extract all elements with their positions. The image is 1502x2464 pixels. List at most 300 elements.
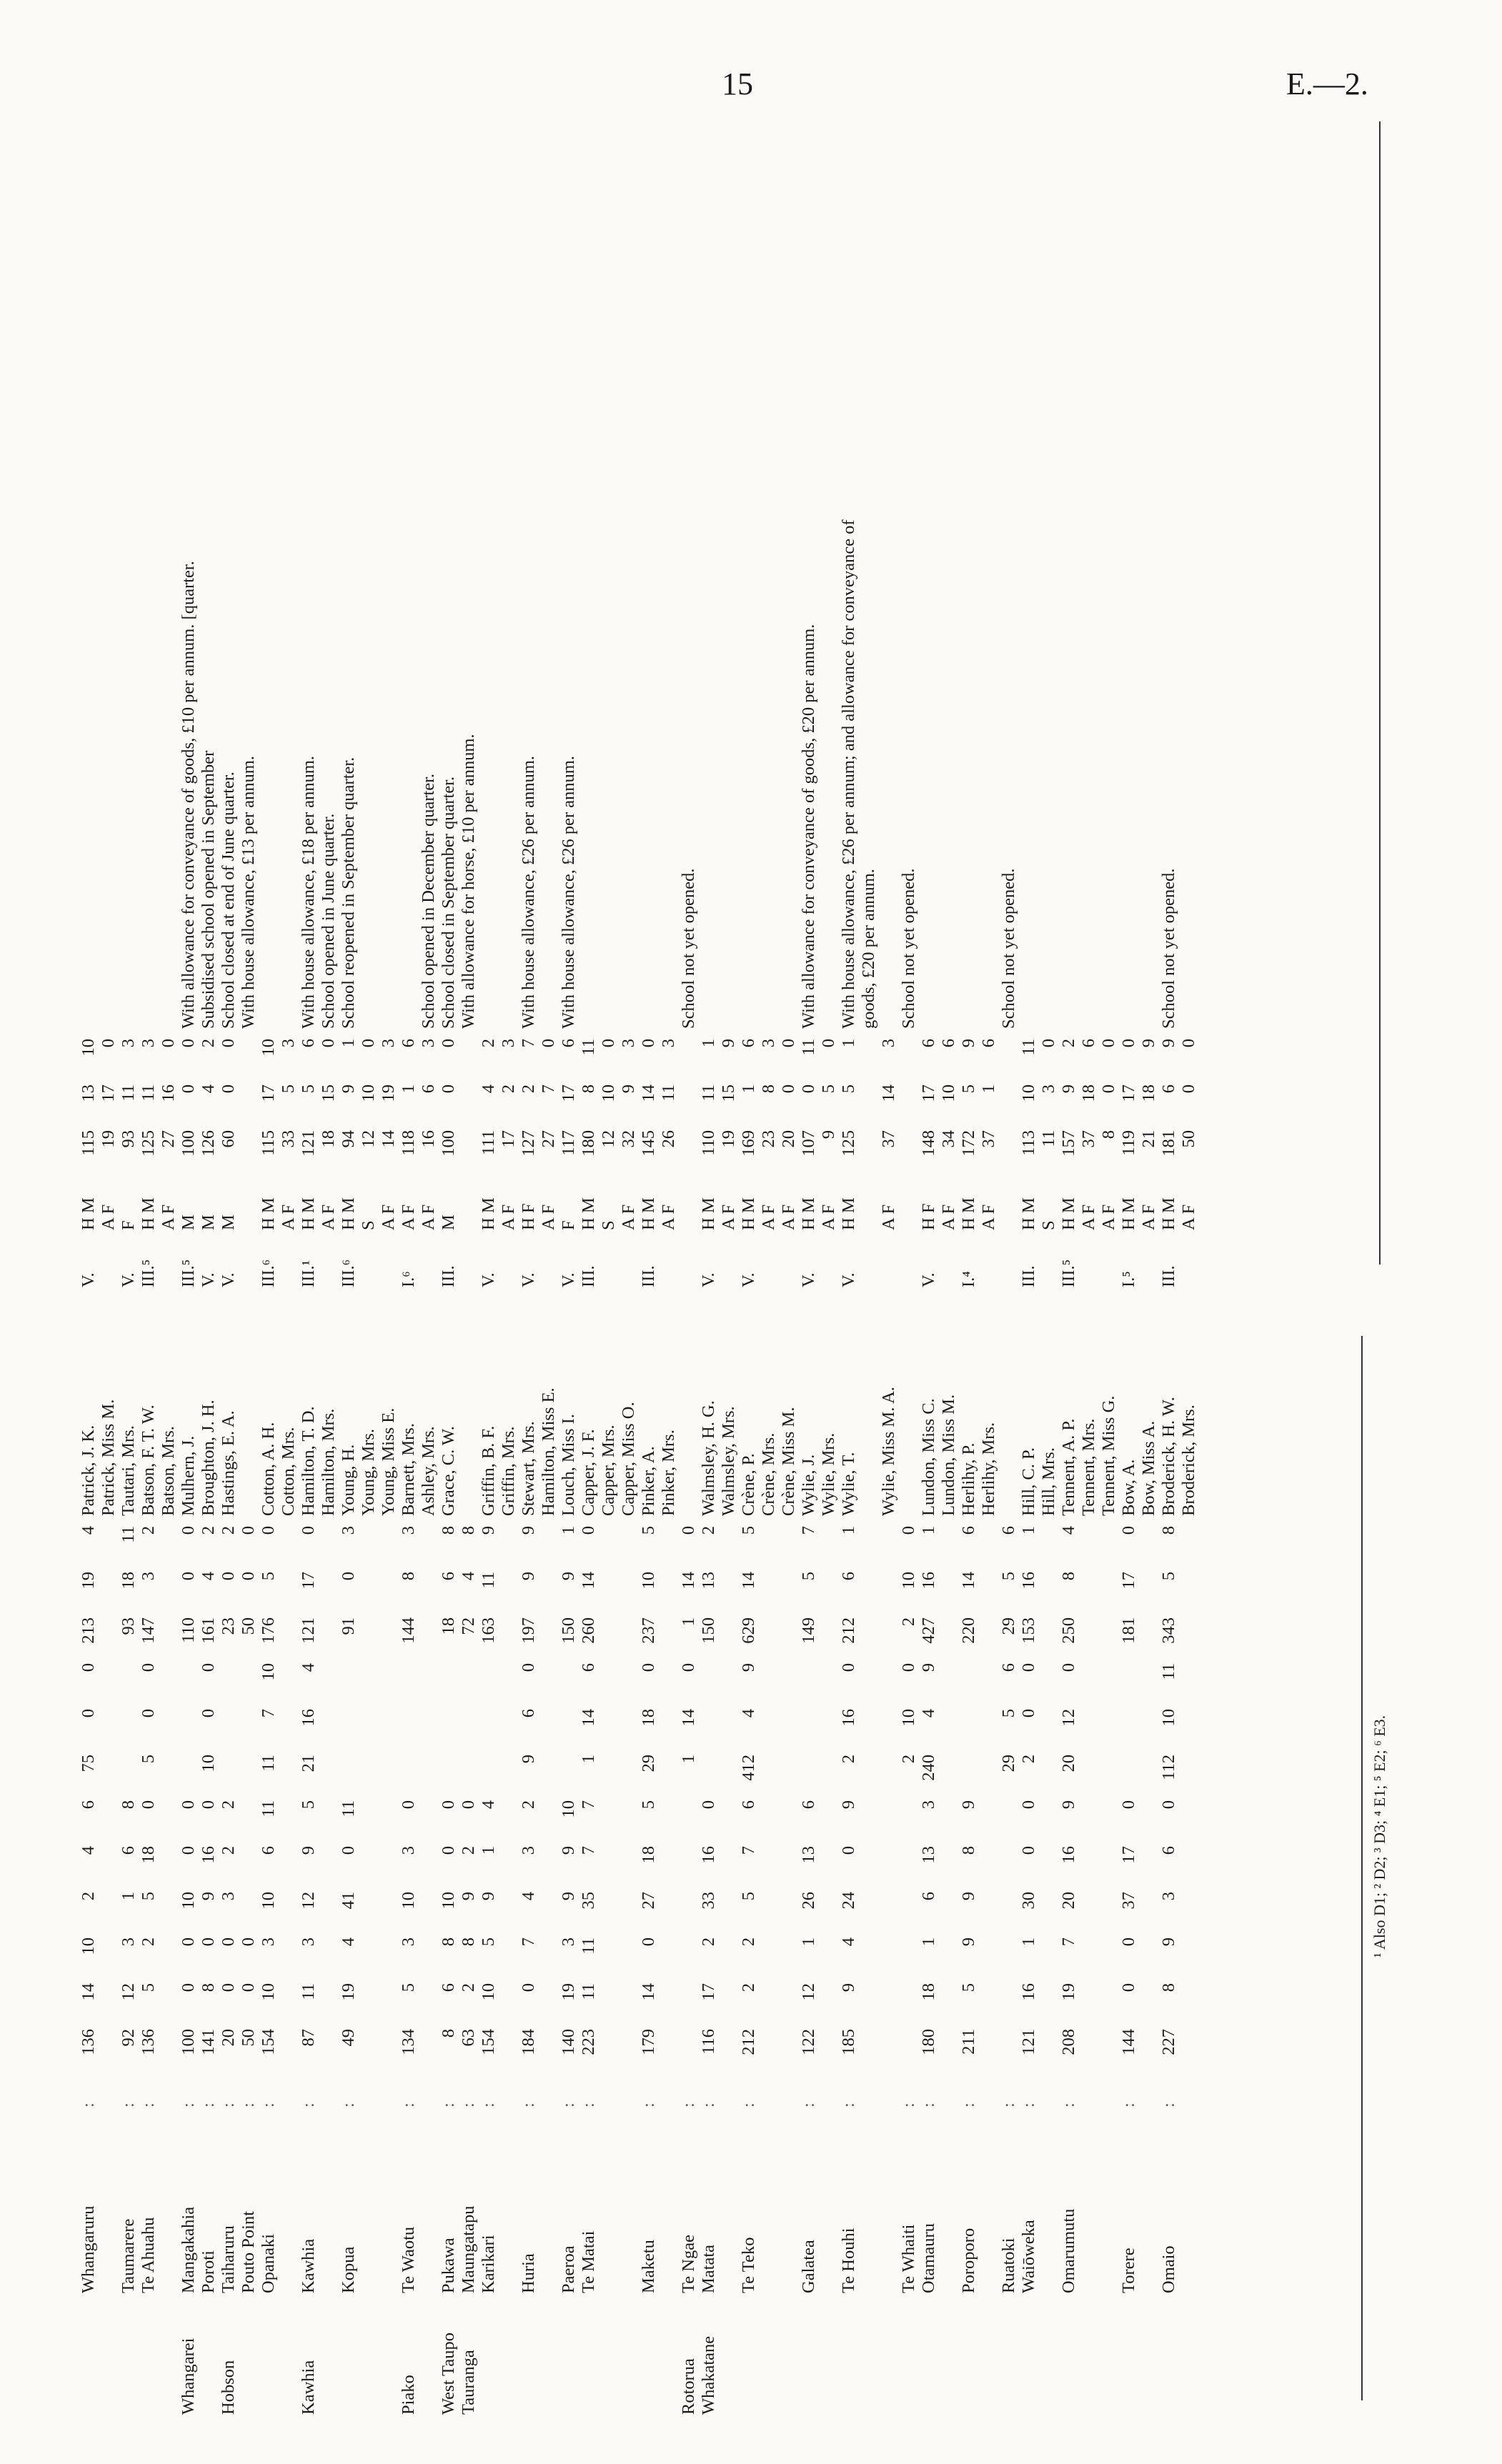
position-cell: A F xyxy=(879,1204,898,1230)
salary-shillings: 15 xyxy=(319,1084,338,1102)
amount-c-shillings xyxy=(599,1706,619,1752)
teacher-cell: Capper, Mrs. xyxy=(599,1425,618,1516)
amount-c-pence: 0 xyxy=(1059,1663,1078,1672)
amount-b-pounds: 10 xyxy=(179,1892,198,1910)
amount-a-pence xyxy=(979,1935,999,1980)
amount-c-pounds xyxy=(319,1752,339,1797)
teacher-cell xyxy=(679,1295,699,1523)
remarks-cell xyxy=(1039,493,1059,1036)
teacher-cell: Ashley, Mrs. xyxy=(419,1426,438,1516)
county-cell xyxy=(659,2300,679,2422)
salary-pence: 6 xyxy=(559,1039,578,1048)
teacher-cell: Broderick, Mrs. xyxy=(1179,1405,1198,1516)
amount-a-shillings: 5 xyxy=(959,1983,978,1992)
amount-a-pence: 1 xyxy=(1019,1937,1038,1947)
amount-e-pounds: 161 xyxy=(199,1617,218,1644)
amount-b-pounds xyxy=(239,1889,259,1935)
school-cell: Te Ngae xyxy=(679,2235,698,2293)
salary-pounds xyxy=(459,1127,479,1173)
salary-shillings xyxy=(679,1082,699,1127)
county-cell xyxy=(999,2300,1019,2422)
amount-e-pounds: 149 xyxy=(799,1617,818,1644)
salary-pence xyxy=(999,1036,1019,1082)
leader-dots: : xyxy=(519,2103,538,2108)
amount-c-pounds xyxy=(239,1752,259,1797)
amount-b-pence: 5 xyxy=(639,1800,658,1810)
amount-b-pounds: 3 xyxy=(219,1892,238,1901)
remarks-cell xyxy=(379,493,399,1036)
teacher-cell: Hill, Mrs. xyxy=(1039,1447,1058,1516)
amount-a-pounds xyxy=(319,2026,339,2072)
remarks-cell: With allowance for conveyance of goods, £10 per annum. [quarter. xyxy=(179,561,198,1029)
remarks-cell: With house allowance, £18 per annum. xyxy=(299,755,318,1029)
amount-e-pounds: 150 xyxy=(699,1617,718,1644)
table-row xyxy=(1179,493,1199,2422)
salary-pence xyxy=(239,1036,259,1082)
county-cell xyxy=(259,2300,279,2422)
amount-c-shillings xyxy=(419,1706,439,1752)
amount-e-pounds: 144 xyxy=(399,1617,418,1644)
amount-e-pence: 0 xyxy=(1119,1526,1138,1535)
county-cell xyxy=(1159,2300,1179,2422)
amount-e-pence xyxy=(879,1523,899,1569)
position-cell xyxy=(999,1173,1019,1237)
school-cell: Ruatoki xyxy=(999,2238,1018,2293)
amount-c-pounds xyxy=(459,1752,479,1797)
amount-e-pounds xyxy=(979,1615,999,1660)
amount-c-pence xyxy=(319,1660,339,1706)
position-cell: A F xyxy=(619,1204,638,1230)
amount-b-pence: 11 xyxy=(259,1800,278,1817)
county-cell xyxy=(499,2300,519,2422)
amount-c-shillings xyxy=(379,1706,399,1752)
amount-c-pounds xyxy=(159,1752,179,1797)
salary-pence: 0 xyxy=(539,1039,558,1048)
table-row xyxy=(99,493,119,2422)
amount-c-pounds: 29 xyxy=(999,1755,1018,1772)
amount-e-pounds: 629 xyxy=(739,1617,758,1644)
salary-shillings: 14 xyxy=(639,1084,658,1102)
school-cell: Pukawa xyxy=(439,2238,458,2293)
amount-c-pence: 0 xyxy=(139,1663,158,1672)
salary-pounds: 181 xyxy=(1159,1130,1178,1157)
school-cell: Kawhia xyxy=(299,2238,318,2293)
position-cell: A F xyxy=(499,1204,518,1230)
county-cell xyxy=(239,2300,259,2422)
amount-a-pence xyxy=(159,1935,179,1980)
leader-dots xyxy=(939,2072,959,2115)
amount-b-shillings xyxy=(319,1843,339,1889)
amount-a-shillings: 12 xyxy=(799,1983,818,2001)
remarks-cell: Subsidised school opened in September xyxy=(199,750,218,1029)
amount-b-pence xyxy=(939,1797,959,1843)
amount-b-shillings: 8 xyxy=(959,1846,978,1855)
amount-e-pence xyxy=(759,1523,779,1569)
amount-e-pounds xyxy=(939,1615,959,1660)
salary-shillings: 10 xyxy=(359,1084,378,1102)
salary-shillings: 18 xyxy=(1079,1084,1098,1102)
amount-c-shillings: 0 xyxy=(199,1709,218,1718)
table-row xyxy=(919,493,939,2422)
amount-a-pounds xyxy=(499,2026,519,2072)
amount-b-shillings: 16 xyxy=(199,1846,218,1864)
amount-a-pence: 0 xyxy=(1119,1937,1138,1947)
county-cell xyxy=(119,2300,139,2422)
school-cell: Huria xyxy=(519,2253,538,2293)
amount-a-pounds: 87 xyxy=(299,2029,318,2047)
amount-b-pence xyxy=(359,1797,379,1843)
teacher-cell: Mulhern, J. xyxy=(179,1435,198,1516)
amount-b-pounds xyxy=(979,1889,999,1935)
amount-e-pounds: 147 xyxy=(139,1617,158,1644)
amount-b-pence xyxy=(279,1797,299,1843)
table-row xyxy=(699,493,719,2422)
amount-b-pounds xyxy=(359,1889,379,1935)
amount-c-pence: 0 xyxy=(679,1663,698,1672)
amount-b-pence xyxy=(979,1797,999,1843)
salary-shillings: 17 xyxy=(919,1084,938,1102)
document-reference: E.—2. xyxy=(1286,66,1368,101)
table-row xyxy=(799,493,819,2422)
table-row xyxy=(159,493,179,2422)
amount-c-pence xyxy=(979,1660,999,1706)
amount-e-pence: 7 xyxy=(799,1526,818,1535)
amount-a-shillings xyxy=(759,1980,779,2026)
amount-c-pence xyxy=(1099,1660,1119,1706)
amount-a-shillings: 5 xyxy=(399,1983,418,1992)
salary-shillings: 17 xyxy=(559,1084,578,1102)
amount-c-pounds: 240 xyxy=(919,1755,938,1781)
amount-e-pence xyxy=(359,1523,379,1569)
school-cell xyxy=(939,2115,959,2300)
amount-b-shillings xyxy=(759,1843,779,1889)
amount-a-pence: 0 xyxy=(239,1937,258,1947)
remarks-cell xyxy=(759,493,779,1036)
amount-a-shillings xyxy=(159,1980,179,2026)
amount-a-pounds: 121 xyxy=(1019,2029,1038,2055)
salary-shillings: 2 xyxy=(519,1084,538,1094)
salary-pence xyxy=(459,1036,479,1082)
amount-a-pounds xyxy=(899,2026,919,2072)
salary-shillings: 0 xyxy=(1099,1084,1118,1094)
amount-e-pounds: 153 xyxy=(1019,1617,1038,1644)
teacher-cell: Grace, C. W. xyxy=(439,1426,458,1516)
salary-pounds: 34 xyxy=(939,1130,958,1148)
amount-a-shillings: 9 xyxy=(839,1983,858,1992)
amount-b-shillings: 0 xyxy=(1019,1846,1038,1855)
table-row xyxy=(599,493,619,2422)
classification-cell xyxy=(599,1237,619,1295)
leader-dots: : xyxy=(699,2103,718,2108)
leader-dots: : xyxy=(899,2103,918,2108)
amount-c-pounds xyxy=(339,1752,359,1797)
amount-c-pence: 6 xyxy=(579,1663,598,1672)
amount-c-pence: 9 xyxy=(919,1663,938,1672)
table-row xyxy=(299,493,319,2422)
amount-a-shillings xyxy=(999,1980,1019,2026)
salary-pounds: 118 xyxy=(399,1130,418,1156)
leader-dots: : xyxy=(199,2103,218,2108)
amount-e-shillings xyxy=(499,1569,519,1615)
classification-cell: V. xyxy=(479,1272,498,1287)
amount-e-shillings xyxy=(99,1569,119,1615)
salary-pounds: 17 xyxy=(499,1130,518,1148)
amount-c-shillings xyxy=(1079,1706,1099,1752)
amount-c-pence xyxy=(939,1660,959,1706)
remarks-cell: With allowance for horse, £10 per annum. xyxy=(459,734,478,1029)
county-cell xyxy=(319,2300,339,2422)
county-cell: Kawhia xyxy=(299,2360,318,2415)
classification-cell: III. xyxy=(579,1265,598,1287)
county-cell xyxy=(419,2300,439,2422)
amount-a-pounds: 136 xyxy=(79,2029,98,2055)
salary-pence: 0 xyxy=(99,1039,118,1048)
rotated-table-sheet xyxy=(79,129,1393,2422)
classification-cell xyxy=(659,1237,679,1295)
amount-e-pounds: 150 xyxy=(559,1617,578,1644)
amount-a-shillings: 6 xyxy=(439,1983,458,1992)
county-cell: Whangarei xyxy=(179,2338,198,2415)
amount-c-shillings xyxy=(1099,1706,1119,1752)
amount-a-pence: 2 xyxy=(739,1937,758,1947)
amount-a-pounds: 116 xyxy=(699,2029,718,2055)
amount-c-pounds: 10 xyxy=(199,1755,218,1772)
amount-b-pence xyxy=(239,1797,259,1843)
amount-c-shillings xyxy=(1039,1706,1059,1752)
amount-a-pounds xyxy=(1139,2026,1159,2072)
amount-c-pence: 0 xyxy=(839,1663,858,1672)
remarks-cell xyxy=(279,493,299,1036)
county-cell xyxy=(199,2300,219,2422)
classification-cell: III.⁵ xyxy=(179,1259,198,1287)
amount-e-pence: 1 xyxy=(839,1526,858,1535)
table-row xyxy=(1039,493,1059,2422)
leader-dots: : xyxy=(679,2103,698,2108)
salary-pence: 9 xyxy=(1139,1039,1158,1048)
amount-b-shillings xyxy=(779,1843,799,1889)
amount-c-pence xyxy=(279,1660,299,1706)
amount-c-pounds xyxy=(279,1752,299,1797)
amount-e-shillings: 3 xyxy=(139,1572,158,1581)
teacher-cell: Griffin, B. F. xyxy=(479,1425,498,1516)
school-cell: Poroti xyxy=(199,2250,218,2293)
position-cell: A F xyxy=(939,1204,958,1230)
remarks-cell xyxy=(639,493,659,1036)
amount-b-pence xyxy=(419,1797,439,1843)
table-row xyxy=(619,493,639,2422)
amount-c-pence xyxy=(879,1660,899,1706)
amount-e-shillings: 8 xyxy=(399,1572,418,1581)
salary-shillings: 6 xyxy=(419,1084,438,1094)
remarks-cell xyxy=(159,493,179,1036)
amount-a-pence xyxy=(1099,1935,1119,1980)
salary-shillings: 1 xyxy=(739,1084,758,1094)
remarks-cell xyxy=(959,493,979,1036)
position-cell: A F xyxy=(1099,1204,1118,1230)
amount-c-shillings xyxy=(479,1706,499,1752)
amount-e-pence: 5 xyxy=(639,1526,658,1535)
amount-a-pence: 11 xyxy=(579,1937,598,1955)
amount-a-pounds: 141 xyxy=(199,2029,218,2055)
remarks-cell xyxy=(499,493,519,1036)
teacher-cell: Herlihy, Mrs. xyxy=(979,1422,998,1516)
amount-a-pence xyxy=(539,1935,559,1980)
amount-a-pence xyxy=(999,1935,1019,1980)
amount-a-pounds: 184 xyxy=(519,2029,538,2055)
amount-c-shillings xyxy=(459,1706,479,1752)
table-row xyxy=(399,493,419,2422)
amount-b-pence: 9 xyxy=(1059,1800,1078,1810)
table-row xyxy=(1159,493,1179,2422)
salary-pence: 7 xyxy=(519,1039,538,1048)
teacher-cell: Patrick, Miss M. xyxy=(99,1399,118,1516)
amount-a-pence: 3 xyxy=(559,1937,578,1947)
amount-e-pounds xyxy=(499,1615,519,1660)
amount-b-pounds xyxy=(759,1889,779,1935)
amount-c-shillings: 6 xyxy=(519,1709,538,1718)
amount-c-pounds xyxy=(879,1752,899,1797)
amount-e-pence: 2 xyxy=(219,1526,238,1535)
amount-b-shillings xyxy=(99,1843,119,1889)
classification-cell xyxy=(979,1237,999,1295)
school-cell: Pouto Point xyxy=(239,2210,258,2293)
salary-pounds: 37 xyxy=(1079,1130,1098,1148)
salary-shillings: 16 xyxy=(159,1084,178,1102)
amount-c-pence xyxy=(779,1660,799,1706)
position-cell: A F xyxy=(659,1204,678,1230)
amount-e-shillings: 17 xyxy=(299,1572,318,1590)
amount-b-pence xyxy=(999,1797,1019,1843)
amount-e-pounds xyxy=(379,1615,399,1660)
amount-c-pounds: 29 xyxy=(639,1755,658,1772)
amount-c-shillings xyxy=(159,1706,179,1752)
amount-a-shillings xyxy=(879,1980,899,2026)
table-row xyxy=(979,493,999,2422)
salary-pounds: 113 xyxy=(1019,1130,1038,1156)
amount-b-pounds xyxy=(379,1889,399,1935)
amount-e-shillings xyxy=(1139,1569,1159,1615)
amount-c-pounds xyxy=(1119,1752,1139,1797)
amount-e-shillings xyxy=(939,1569,959,1615)
amount-c-pounds: 20 xyxy=(1059,1755,1078,1772)
amount-e-pence xyxy=(159,1523,179,1569)
teacher-cell: Wylie, T. xyxy=(839,1452,858,1516)
amount-e-pounds xyxy=(1139,1615,1159,1660)
salary-pence: 9 xyxy=(719,1039,738,1048)
amount-a-shillings xyxy=(359,1980,379,2026)
amount-a-pounds: 50 xyxy=(239,2029,258,2047)
amount-e-pounds xyxy=(319,1615,339,1660)
position-cell: A F xyxy=(319,1204,338,1230)
amount-a-pounds xyxy=(99,2026,119,2072)
amount-b-pence: 0 xyxy=(399,1800,418,1810)
leader-dots: : xyxy=(439,2103,458,2108)
amount-e-pounds xyxy=(279,1615,299,1660)
amount-e-pounds: 29 xyxy=(999,1617,1018,1635)
amount-e-shillings xyxy=(1039,1569,1059,1615)
amount-b-shillings xyxy=(999,1843,1019,1889)
school-cell: Taiharuru xyxy=(219,2225,238,2293)
teacher-cell: Wylie, Miss M. A. xyxy=(879,1387,898,1516)
leader-dots xyxy=(1139,2072,1159,2115)
table-row xyxy=(459,493,479,2422)
amount-e-pence xyxy=(619,1523,639,1569)
position-cell: H M xyxy=(799,1197,818,1230)
salary-pounds: 100 xyxy=(179,1130,198,1157)
school-cell xyxy=(1179,2115,1199,2300)
remarks-cell: School reopened in September quarter. xyxy=(339,757,358,1029)
amount-a-pounds: 8 xyxy=(439,2029,458,2038)
amount-e-pounds xyxy=(1179,1615,1199,1660)
table-row xyxy=(1099,493,1119,2422)
salary-shillings: 6 xyxy=(1159,1084,1178,1094)
school-cell xyxy=(1039,2115,1059,2300)
amount-c-pounds xyxy=(179,1752,199,1797)
table-row xyxy=(239,493,259,2422)
amount-e-shillings: 5 xyxy=(999,1572,1018,1581)
amount-b-pence: 9 xyxy=(959,1800,978,1810)
amount-b-shillings: 0 xyxy=(339,1846,358,1855)
amount-e-shillings xyxy=(659,1569,679,1615)
table-row xyxy=(959,493,979,2422)
amount-e-pence: 8 xyxy=(439,1526,458,1535)
amount-a-pounds: 154 xyxy=(259,2029,278,2055)
amount-b-shillings: 18 xyxy=(639,1846,658,1864)
amount-c-shillings xyxy=(119,1706,139,1752)
table-row xyxy=(1119,493,1139,2422)
amount-a-shillings xyxy=(319,1980,339,2026)
amount-c-pence xyxy=(499,1660,519,1706)
amount-b-pence xyxy=(659,1797,679,1843)
amount-a-shillings xyxy=(499,1980,519,2026)
amount-a-pence xyxy=(659,1935,679,1980)
position-cell: M xyxy=(179,1214,198,1230)
salary-pence: 11 xyxy=(1019,1039,1038,1056)
amount-e-pounds: 250 xyxy=(1059,1617,1078,1644)
remarks-cell xyxy=(259,493,279,1036)
remarks-cell xyxy=(1099,493,1119,1036)
amount-e-pence xyxy=(1099,1523,1119,1569)
amount-c-pounds xyxy=(779,1752,799,1797)
amount-a-shillings xyxy=(1099,1980,1119,2026)
amount-a-pence: 9 xyxy=(959,1937,978,1947)
teacher-cell xyxy=(459,1295,479,1523)
leader-dots xyxy=(619,2072,639,2115)
amount-b-pounds: 9 xyxy=(459,1892,478,1901)
leader-dots: : xyxy=(839,2103,858,2108)
teacher-cell: Broughton, J. H. xyxy=(199,1400,218,1516)
position-cell: A F xyxy=(819,1204,838,1230)
leader-dots xyxy=(1099,2072,1119,2115)
leader-dots xyxy=(659,2072,679,2115)
amount-c-shillings: 18 xyxy=(639,1709,658,1727)
amount-e-shillings: 0 xyxy=(219,1572,238,1581)
amount-e-shillings: 14 xyxy=(579,1572,598,1590)
salary-shillings: 1 xyxy=(979,1084,998,1094)
amount-b-shillings: 6 xyxy=(1159,1846,1178,1855)
amount-a-pounds xyxy=(759,2026,779,2072)
position-cell: H M xyxy=(139,1197,158,1230)
amount-b-pence xyxy=(99,1797,119,1843)
classification-cell: V. xyxy=(79,1272,98,1287)
amount-a-shillings xyxy=(979,1980,999,2026)
classification-cell: V. xyxy=(559,1272,578,1287)
amount-a-shillings: 5 xyxy=(139,1983,158,1992)
leader-dots xyxy=(359,2072,379,2115)
amount-c-pounds xyxy=(1139,1752,1159,1797)
amount-a-pence: 0 xyxy=(179,1937,198,1947)
teacher-cell: Tennent, A. P. xyxy=(1059,1418,1078,1516)
